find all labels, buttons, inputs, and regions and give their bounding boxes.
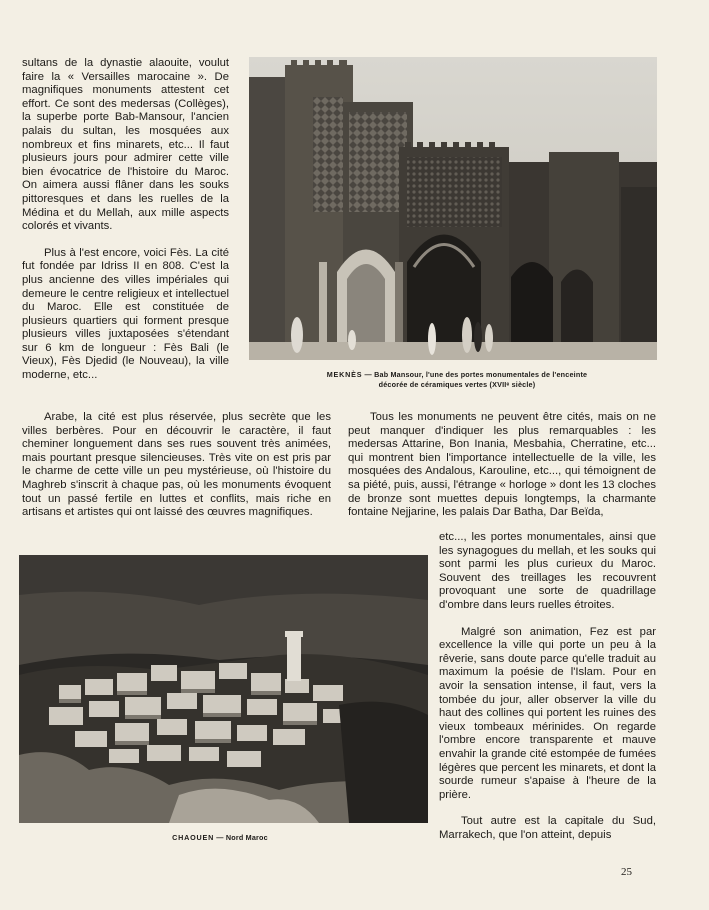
fes-character-paragraph: Arabe, la cité est plus réservée, plus secrète que les villes berbères. Pour en découvrir le caractère, il faut cheminer longuement dans ses rues souvent très animées, mais pourtant presque silencieuses. Très vite on est pris par le charme de cette ville un peu mystérieuse, où l'histoire du Maghreb s'inscrit à chaque pas, où les monuments évoquent tout un passé fertile en luttes et conflits, mais riche en artisans et artistes qui ont laissé des œuvres magnifiques. — [22, 411, 331, 519]
caption-region: Nord Maroc — [225, 833, 268, 842]
page-number: 25 — [621, 866, 632, 878]
meknes-bab-mansour-photo — [249, 57, 657, 360]
caption-dash: — — [364, 370, 372, 379]
caption-dash: — — [216, 833, 224, 842]
fes-character-text — [22, 411, 331, 520]
fes-intro-paragraph: Plus à l'est encore, voici Fès. La cité fut fondée par Idriss II en 808. C'est la plus ancienne des villes impériales qui demeure le centre religieux et intellectuel du Maroc. Elle est constituée de plusieurs quartiers qui forment presque plusieurs villes juxtaposées s'étendant sur 6 km de longueur : Fès Bali (le Vieux), Fès Djedid (le Nouveau), la ville moderne, etc... — [22, 246, 229, 382]
caption-place-chaouen: CHAOUEN — [172, 833, 215, 842]
monuments-paragraph-rest: etc..., les portes monumentales, ainsi que les synagogues du mellah, et les souks qui sont parmi les plus curieux du Maroc. Souvent des treillages les recouvrent provoquant une sorte de quadrillage d'ombre dans leurs ruelles étroites. — [439, 531, 656, 611]
fes-reverie-paragraph: Malgré son animation, Fez est par excellence la ville qui porte un peu à la rêverie, sans doute parce qu'elle traduit au maximum la poésie de l'Islam. Pour en avoir la sensation intense, il faut, vers la tombée du jour, aller observer la ville du haut des collines qui portent les ruines des vieux tombeaux mérinides. On regarde l'ombre encore transparente et mauve envahir la grande cité estompée de fumées légères que percent les minarets, et dont la sourde rumeur s'apaise à l'heure de la prière. — [439, 625, 656, 801]
caption-place-meknes: MEKNÈS — [326, 370, 363, 379]
meknes-paragraph: sultans de la dynastie alaouite, voulut faire la « Versailles marocaine ». De magnifiques monuments attestent cet effort. Ce sont des medersas (Collèges), la superbe porte Bab-Mansour, l'ancien palais du sultan, les mosquées aux nombreux et fins minarets, etc... Il faut plusieurs jours pour admirer cette ville bien évocatrice de l'histoire du Maroc. On aimera aussi flâner dans les souks pittoresques et dans les ruelles de la Médina et du Mellah, aux mille aspects colorés et vivants. — [22, 57, 229, 233]
chaouen-village-photo — [19, 555, 428, 823]
caption-line-2: décorée de céramiques vertes (XVIIᵉ siècle) — [378, 380, 536, 389]
monuments-paragraph-top: Tous les monuments ne peuvent être cités, mais on ne peut manquer d'indiquer les plus remarquables : les medersas Attarine, Bon Inania, Mesbahia, Cherratine, etc... qui montrent bien l'importance intellectuelle de la ville, les mosquées des Andalous, Karouline, etc..., qui témoignent de sa piété, puis, aussi, l'étrange « horloge » dont les 13 cloches de bronze sont muettes depuis longtemps, la charmante fontaine Nejjarine, les palais Dar Batha, Dar Beïda, — [348, 411, 656, 519]
monuments-text — [348, 411, 656, 520]
chaouen-photo-caption — [140, 833, 300, 843]
meknes-photo-caption — [262, 370, 652, 390]
left-column-text — [22, 57, 229, 383]
marrakech-paragraph: Tout autre est la capitale du Sud, Marrakech, que l'on atteint, depuis — [439, 815, 656, 841]
fes-description-text — [439, 531, 656, 842]
caption-line-1: Bab Mansour, l'une des portes monumentales de l'enceinte — [374, 370, 588, 379]
